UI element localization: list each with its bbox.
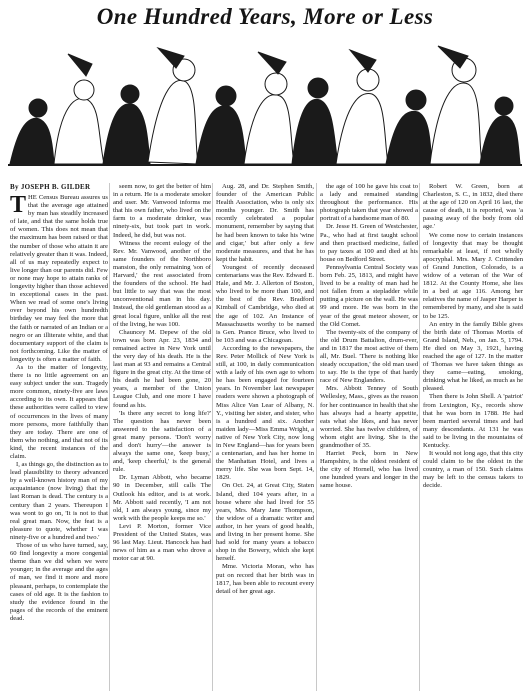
paragraph: I, as things go, the distinction as to lead plausibility to theory advanced by a well-known history man of my acquaintance (now living) that the last Roman is dead. The century is a century than 2 years. Thereupon I was wont to go on, 'It is not to that real great man. Now, the feat is a pleasure to quote, whether I was ninety-five or a hundred and two.' bbox=[10, 461, 108, 541]
procession-illustration bbox=[8, 34, 522, 170]
article-title: One Hundred Years, More or Less bbox=[96, 4, 434, 29]
paragraph: It would not long ago, that this city could claim to be the oldest in the country, a man of 150. Such claims may be left to the census takers to decide. bbox=[423, 450, 523, 490]
paragraph: Mrs. Abbott Tenney of South Wellesley, Mass., gives as the reason for her continuance in health that she has always had a hearty appetite, eats what she likes, and has never worried. She has twelve children, of whom eight are living. She is the grandmother of 35. bbox=[320, 385, 418, 449]
paragraph: Aug. 28, and Dr. Stephen Smith, founder of the American Public Health Association, who is only six months younger. Dr. Smith has recently celebrated a popular monument, remember by saying that he had been known to take his 'wine and cigar,' but after only a few moderate measures, and that he has kept the habit. bbox=[216, 183, 314, 263]
paragraph: Then there is John Shell. A 'patriot' from Lexington, Ky., records show that he was born in 1788. He had been married several times and had many descendants. At 131 he was said to be living in the mountains of Kentucky. bbox=[423, 393, 523, 449]
paragraph: According to the newspapers, the Rev. Peter Mollick of New York is still, at 100, in daily communication with a lady of his own age to whom he has been engaged for fourteen years. In November last newspaper readers were shown a photograph of Miss Alice Van Lear of Albany, N. Y., visiting her sister, and sister, who is a hundred and six. Another maiden lady—Miss Emma Wright, a native of New York City, now long in New England—has for years been a centenarian, and has her home in the Manhattan Hotel, and lives a merry life. She was born Sept. 14, 1829. bbox=[216, 344, 314, 482]
paragraph: seem now, to get the better of him in a return. He is a moderate smoker and user. Mr. Vanwood informs me that his own father, who lived on the farm to a moderate drinker, was ninety-six, but took part in work. Indeed, he did, but was not. bbox=[113, 183, 211, 239]
paragraph: An entry in the family Bible gives the birth date of Thomas Mortis of Grand Island, Neb., on Jan. 5, 1794. He died on May 3, 1921, having reached the age of 127. In the matter of Thomas we have taken things as they came—eating, smoking, drinking what he liked, as much as he pleased. bbox=[423, 320, 523, 393]
paragraph: Mme. Victoria Moran, who has put on record that her birth was in 1817, has been able to recount every detail of her great age. bbox=[216, 563, 314, 595]
paragraph: Youngest of recently deceased centenarians was the Rev. Edward E. Hale, and Mr. J. Allerton of Boston, who lived to be more than 100, and the best of the Rev. Bradford Kimball of Cambridge, who died at the age of 102. An Instance of Massachusetts worthy to be named is Gen. Prance Bruce, who lived to be 103 and was a Chicagoan. bbox=[216, 263, 314, 344]
paragraph: 'Is there any secret to long life?' The question has never been answered to the satisfaction of a great many persons. 'Don't worry and don't hurry'—the answer is always the same one, 'keep busy,' and, 'keep cheerful,' is the general rule. bbox=[113, 409, 211, 474]
paragraph: The twenty-six of the company of the old Drum Battalion, drum-ever, and in 1817 the most active of them all, Mr. Buel. 'There is nothing like steady occupation,' the old man used to say. He is the type of that hardy race of New Englanders. bbox=[320, 328, 418, 385]
article-column-5 bbox=[423, 183, 523, 694]
drop-cap: T bbox=[10, 194, 27, 218]
paragraph: THE Census Bureau assures us that the average age attained by man has steadily increased of late, and that the same holds true of women. This does not mean that the maximum has been raised or that the number of those who attain it are relatively greater than it was. Indeed, all of us may repeatedly expect to live longer than our parents did. Few or none may hope to attain ranks of longevity higher than those achieved in exceptional cases in the past. When we read of some one's living over beyond his own hundredth birthday we may feel the more that the faith or narrated of an Indian or a negro or an illiterate white, and that documentary support of the claim is not forthcoming. Like the matter of longevity is often a matter of faith. bbox=[10, 194, 108, 363]
paragraph: Harriet Peck, born in New Hampshire, is the oldest resident of the city of Hornell, who has lived one hundred years and longer in the same house. bbox=[320, 450, 418, 490]
article-column-3 bbox=[216, 183, 314, 694]
paragraph: Dr. Lyman Abbott, who became 90 in December, still calls The Outlook his editor, and is at work. Mr. Abbott said recently, 'I am not old, I am always young, since my work with the people keeps me so.' bbox=[113, 474, 211, 522]
paragraph: Dr. Jesse H. Green of Westchester, Pa., who had at first taught school and then practised medicine, failed to pay taxes at 100 and died at his house on Bedford Street. bbox=[320, 223, 418, 263]
paragraph: On Oct. 24, at Great City, Staten Island, died 104 years after, in a house where she had lived for 55 years, Mrs. Mary Jane Thompson, the widow of a dramatic writer and author, in her years of good health, and living in her present home. She had sold for many years a tobacco shop in the Bowery, which she kept herself. bbox=[216, 482, 314, 563]
paragraph: the age of 100 he gave his coat to a lady and remained standing throughout the performance. His photograph taken that year showed a portrait of a handsome man of 80. bbox=[320, 183, 418, 223]
paragraph: We come now to certain instances of longevity that may be thought remarkable at least, if not wholly apocryphal. Mrs. Mary J. Crittenden of Grand Junction, Colorado, is a widow of a veteran of the War of 1812. At the County Home, she lies in a bed at age 116. Among her relatives the name of Jasper Harper is remembered by many, and she is said to be 125. bbox=[423, 231, 523, 320]
paragraph: Robert W. Green, born at Charleston, S. C., in 1832, died there at the age of 120 on April 16 last, the cause of death, it is reported, was 'a passing away of the body from old age.' bbox=[423, 183, 523, 231]
article-column-4 bbox=[320, 183, 418, 694]
paragraph: Witness the recent eulogy of the Rev. Mr. Vanwood, another of the same founders of the Northboro mansion, the only remaining 'son of Harvard,' the rest associated from the founders of the school. He had but little to say that was the most unconventional man in his day. Instead, the old gentleman stood as a great local figure, unlike all the rest of the living, he was 100. bbox=[113, 239, 211, 328]
byline: By JOSEPH B. GILDER bbox=[10, 183, 91, 191]
paragraph: Chauncey M. Depew of the old town was born Apr. 23, 1834 and remained active in New York until the very day of his death. He is the last man at 93 and remains a Central figure in the great city. At the time of his death he had been gone, 20 years, a member of the Union League Club, and one more I have found as his. bbox=[113, 328, 211, 409]
paragraph: Those of us who have turned, say, 60 find longevity a more congenial theme than we did when we were younger; in the average and the ages of man, we find it more and more pleasant, perhaps, to contemplate the cases of old age. It is the fashion to study the evidence found in the pages of the records of the eminent dead. bbox=[10, 542, 108, 622]
paragraph: Pennsylvania Central Society was born Feb. 25, 1813, and might have lived to be a reality of man had he not fallen from a stepladder while putting a picture on the wall. He was 99 and more. He was born in the year of the great meteor shower, or the Old Comet. bbox=[320, 263, 418, 328]
article-column-2 bbox=[113, 183, 211, 694]
article-column-1 bbox=[10, 194, 108, 694]
paragraph: Levi P. Morton, former Vice President of the United States, was 96 last May. Lieut. Hancock has had news of him as a man who drove a motor car at 90. bbox=[113, 522, 211, 563]
paragraph: As to the matter of longevity, there is no little agreement on an easy subject under the sun. Tragedy more common, ninety-five are laws according to its own. It appears that these authorities were called to view of occurrences in the lives of many more persons, more faithfully than they are today. There are one of them who nothing, and that not of its kind, the recent instances of the claim. bbox=[10, 363, 108, 460]
